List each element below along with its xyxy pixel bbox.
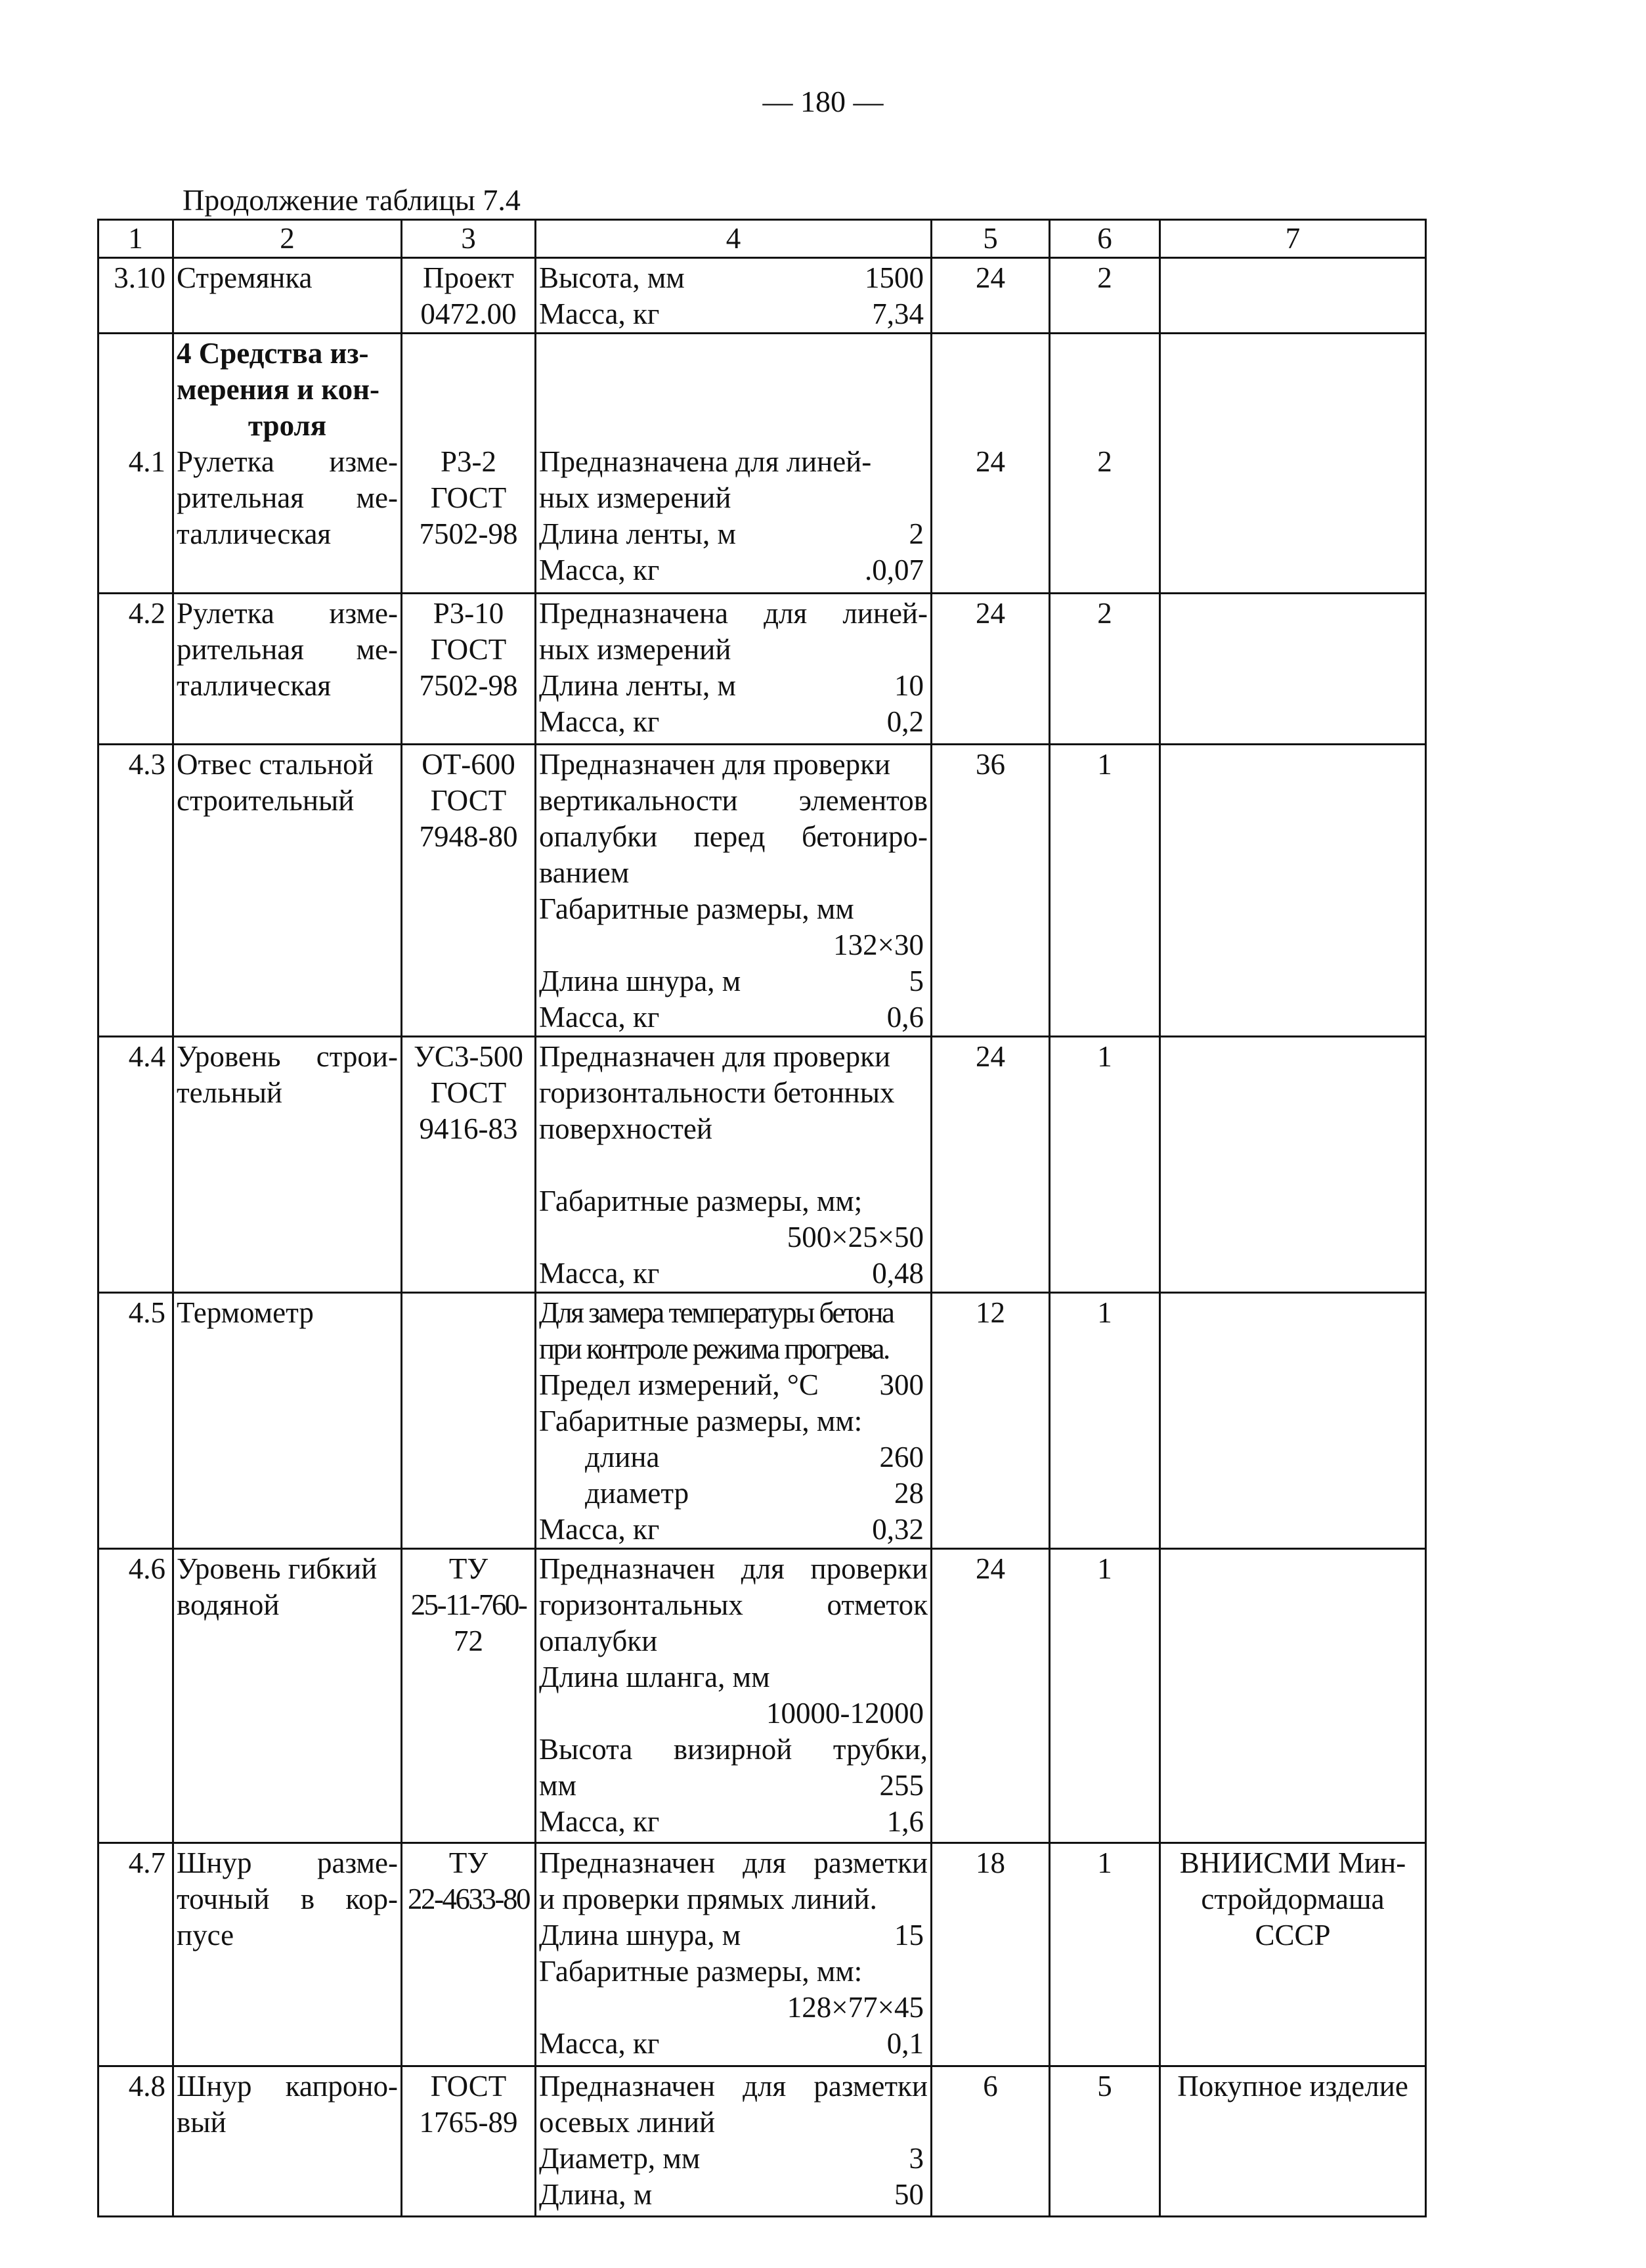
item-name-line: пусе [177,1919,234,1952]
spec-line: при контроле режима прогрева. [539,1332,889,1365]
item-name-line: Термометр [177,1296,314,1329]
spec-line [539,516,928,552]
item-code [402,1293,536,1549]
item-name-line: точный в кор- [177,1883,398,1915]
spec-line: Для замера температуры бетона [539,1296,894,1329]
header-cell: 5 [932,220,1050,258]
code-line: Р3-2 [440,445,496,478]
spec-line [539,2026,928,2062]
item-name-line: водяной [177,1588,280,1621]
spec-line: вертикальности элементов [539,784,928,817]
row-number-line: 4.1 [128,445,165,478]
code-line: Проект [423,261,514,294]
col7-line: СССР [1255,1919,1331,1952]
item-name [173,745,402,1037]
spec-value: 255 [879,1769,924,1802]
code-line: 9416-83 [419,1112,518,1145]
row-number: 4.3 [98,745,173,1037]
item-specs [536,745,932,1037]
col6-value: 1 [1050,745,1160,1037]
spec-value: 7,34 [872,297,924,330]
spec-value: 0,6 [886,1001,924,1034]
item-name-line: Уровень гибкий [177,1552,378,1585]
item-name-line: таллическая [177,517,332,550]
table-header-row [98,220,1426,258]
spec-line: Предназначен для проверки [539,1552,928,1585]
code-line: ГОСТ [430,1076,507,1109]
code-line: УС3-500 [414,1040,523,1073]
code-line: ГОСТ [430,784,507,817]
item-name [173,1549,402,1843]
spec-line: Габаритные размеры, мм: [539,1405,863,1437]
spec-key: диаметр [585,1477,689,1510]
col6-value: 1 [1050,1293,1160,1549]
row-number: 4.2 [98,594,173,745]
spec-key: Масса, кг [539,297,660,330]
spec-line: Предназначен для проверки [539,1040,891,1073]
header-cell: 4 [536,220,932,258]
item-name-line: рительная ме- [177,633,398,666]
spec-line [539,1255,928,1292]
spec-line: 132×30 [833,928,924,961]
spec-line: Высота визирной трубки, [539,1733,928,1766]
item-code [402,1843,536,2066]
item-name-line: Шнур капроно- [177,2070,398,2103]
code-line: 25-11-760- [410,1588,527,1621]
spec-value: .0,07 [865,554,924,586]
spec-line [539,963,928,999]
table-row [98,258,1426,334]
item-name-line: таллическая [177,669,332,702]
spec-line [539,296,928,332]
spec-line: опалубки перед бетониро- [539,820,928,853]
spec-value: 15 [894,1919,924,1952]
spec-line [539,668,928,704]
col5-value [932,334,1050,594]
col6-value [1050,334,1160,594]
spec-line [539,1512,928,1548]
spec-line: 10000-12000 [766,1697,924,1730]
item-code [402,1549,536,1843]
col5-value: 6 [932,2066,1050,2217]
spec-line [539,1768,928,1804]
spec-value: 3 [909,2142,924,2175]
code-line: ГОСТ [430,633,507,666]
code-line: ОТ-600 [422,748,515,781]
row-number: 4.4 [98,1037,173,1293]
item-specs [536,1549,932,1843]
spec-key: Предел измерений, °С [539,1368,819,1401]
col6-value: 1 [1050,1037,1160,1293]
spec-key: Диаметр, мм [539,2142,701,2175]
row-number: 4.6 [98,1549,173,1843]
spec-line [539,1917,928,1953]
col7-value [1160,594,1426,745]
col7-value [1160,745,1426,1037]
spec-key: Масса, кг [539,1001,660,1034]
item-code [402,258,536,334]
col5-line: 24 [976,445,1005,478]
item-name-line: Шнур разме- [177,1846,398,1879]
table-row [98,1843,1426,2066]
col6-value: 2 [1050,594,1160,745]
section-title-line: 4 Средства из- [177,337,369,370]
code-line: ГОСТ [430,2070,507,2103]
spec-line: поверхностей [539,1112,712,1145]
spec-line: и проверки прямых линий. [539,1883,877,1915]
item-name-line: Рулетка изме- [177,445,398,478]
item-name-line: Рулетка изме- [177,597,398,630]
spec-value: 1500 [865,261,924,294]
table-row [98,1293,1426,1549]
col7-value [1160,1293,1426,1549]
spec-key: Длина ленты, м [539,669,736,702]
table-row [98,1037,1426,1293]
col5-value: 24 [932,594,1050,745]
spec-key: Высота, мм [539,261,685,294]
item-specs [536,2066,932,2217]
col5-value: 24 [932,258,1050,334]
row-number [98,334,173,594]
spec-line [539,999,928,1036]
header-cell: 3 [402,220,536,258]
col5-value: 36 [932,745,1050,1037]
spec-value: 28 [894,1477,924,1510]
spec-line: ванием [539,856,630,889]
header-cell: 6 [1050,220,1160,258]
item-specs [536,594,932,745]
item-name [173,334,402,594]
code-line: 0472.00 [420,297,517,330]
spec-value: 0,2 [886,705,924,738]
col7-value [1160,1037,1426,1293]
spec-line: Предназначен для разметки [539,1846,928,1879]
spec-line: 128×77×45 [787,1991,924,2024]
row-number: 3.10 [98,258,173,334]
spec-line: ных измерений [539,481,731,514]
col7-value: Покупное изделие [1160,2066,1426,2217]
item-code [402,745,536,1037]
spec-line: 500×25×50 [787,1221,924,1254]
spec-value: 300 [879,1368,924,1401]
col6-value: 2 [1050,258,1160,334]
spec-key: длина [585,1441,660,1473]
item-name [173,258,402,334]
spec-key: мм [539,1769,576,1802]
item-name-line: тельный [177,1076,283,1109]
col7-value [1160,258,1426,334]
item-name-line: строительный [177,784,355,817]
col6-value: 1 [1050,1549,1160,1843]
section-title-line: мерения и кон- [177,373,380,406]
item-code [402,594,536,745]
code-line: 22-4633-80 [408,1883,529,1915]
item-name [173,594,402,745]
spec-value: 10 [894,669,924,702]
spec-line: опалубки [539,1625,658,1657]
table-row [98,1549,1426,1843]
spec-line [539,1367,928,1403]
item-name-line: рительная ме- [177,481,398,514]
code-line: 7948-80 [419,820,518,853]
spec-value: 2 [909,517,924,550]
equipment-table [97,219,1427,2217]
spec-line: Предназначен для проверки [539,748,891,781]
spec-line: Габаритные размеры, мм; [539,1185,863,1217]
spec-value: 260 [879,1441,924,1473]
spec-value: 1,6 [886,1805,924,1838]
col7-value [1160,1843,1426,2066]
item-code [402,2066,536,2217]
spec-key: Длина ленты, м [539,517,736,550]
col5-value: 24 [932,1549,1050,1843]
item-code [402,334,536,594]
table-row [98,745,1426,1037]
item-name [173,1293,402,1549]
spec-line: осевых линий [539,2106,716,2139]
spec-line: горизонтальных отметок [539,1588,928,1621]
col7-line: ВНИИСМИ Мин- [1179,1846,1406,1879]
table-row [98,2066,1426,2217]
item-specs [536,1293,932,1549]
spec-key: Масса, кг [539,1257,660,1290]
code-line: 1765-89 [419,2106,518,2139]
spec-key: Масса, кг [539,2027,660,2060]
code-line: Р3-10 [433,597,504,630]
code-line: ТУ [448,1552,488,1585]
spec-line [539,704,928,740]
col7-line: стройдормаша [1201,1883,1385,1915]
item-name [173,1037,402,1293]
spec-line: Длина шланга, мм [539,1661,770,1693]
spec-line: Предназначена для линей- [539,597,928,630]
code-line: ГОСТ [430,481,507,514]
spec-line [539,2177,928,2213]
item-specs [536,258,932,334]
spec-line [539,1439,928,1475]
spec-value: 50 [894,2178,924,2211]
table-row [98,334,1426,594]
spec-value: 5 [909,965,924,997]
item-specs [536,334,932,594]
table-caption: Продолжение таблицы 7.4 [183,183,521,217]
item-name-line: Уровень строи- [177,1040,398,1073]
col7-value [1160,1549,1426,1843]
spec-key: Масса, кг [539,1513,660,1546]
code-line: 7502-98 [419,517,518,550]
spec-line [539,552,928,588]
spec-key: Масса, кг [539,554,660,586]
item-name-line: Стремянка [177,261,313,294]
header-cell: 1 [98,220,173,258]
item-name [173,1843,402,2066]
header-cell: 2 [173,220,402,258]
col5-value: 24 [932,1037,1050,1293]
spec-value: 0,1 [886,2027,924,2060]
spec-value: 0,32 [872,1513,924,1546]
spec-line: Предназначена для линей- [539,445,872,478]
spec-key: Масса, кг [539,705,660,738]
item-specs [536,1037,932,1293]
spec-line: Габаритные размеры, мм: [539,1955,863,1988]
code-line: 72 [454,1625,483,1657]
row-number: 4.5 [98,1293,173,1549]
spec-key: Длина шнура, м [539,1919,741,1952]
spec-line [539,2141,928,2177]
item-name [173,2066,402,2217]
row-number: 4.7 [98,1843,173,2066]
item-name-line: Отвес стальной [177,748,374,781]
spec-key: Масса, кг [539,1805,660,1838]
code-line: 7502-98 [419,669,518,702]
col5-value: 18 [932,1843,1050,2066]
spec-line: Предназначен для разметки [539,2070,928,2103]
item-specs [536,1843,932,2066]
spec-value: 0,48 [872,1257,924,1290]
section-title-line: троля [248,409,327,442]
code-line: ТУ [448,1846,488,1879]
spec-line: ных измерений [539,633,731,666]
col7-value [1160,334,1426,594]
col6-line: 2 [1097,445,1112,478]
spec-line [539,1804,928,1840]
table-row [98,594,1426,745]
item-code [402,1037,536,1293]
spec-line: Габаритные размеры, мм [539,892,854,925]
row-number: 4.8 [98,2066,173,2217]
spec-key: Длина, м [539,2178,653,2211]
col5-value: 12 [932,1293,1050,1549]
item-name-line: вый [177,2106,227,2139]
col6-value: 5 [1050,2066,1160,2217]
col6-value: 1 [1050,1843,1160,2066]
header-cell: 7 [1160,220,1426,258]
spec-key: Длина шнура, м [539,965,741,997]
spec-line [539,1475,928,1512]
spec-line [539,260,928,296]
spec-line: горизонтальности бетонных [539,1076,895,1109]
page-number: — 180 — [762,85,884,118]
